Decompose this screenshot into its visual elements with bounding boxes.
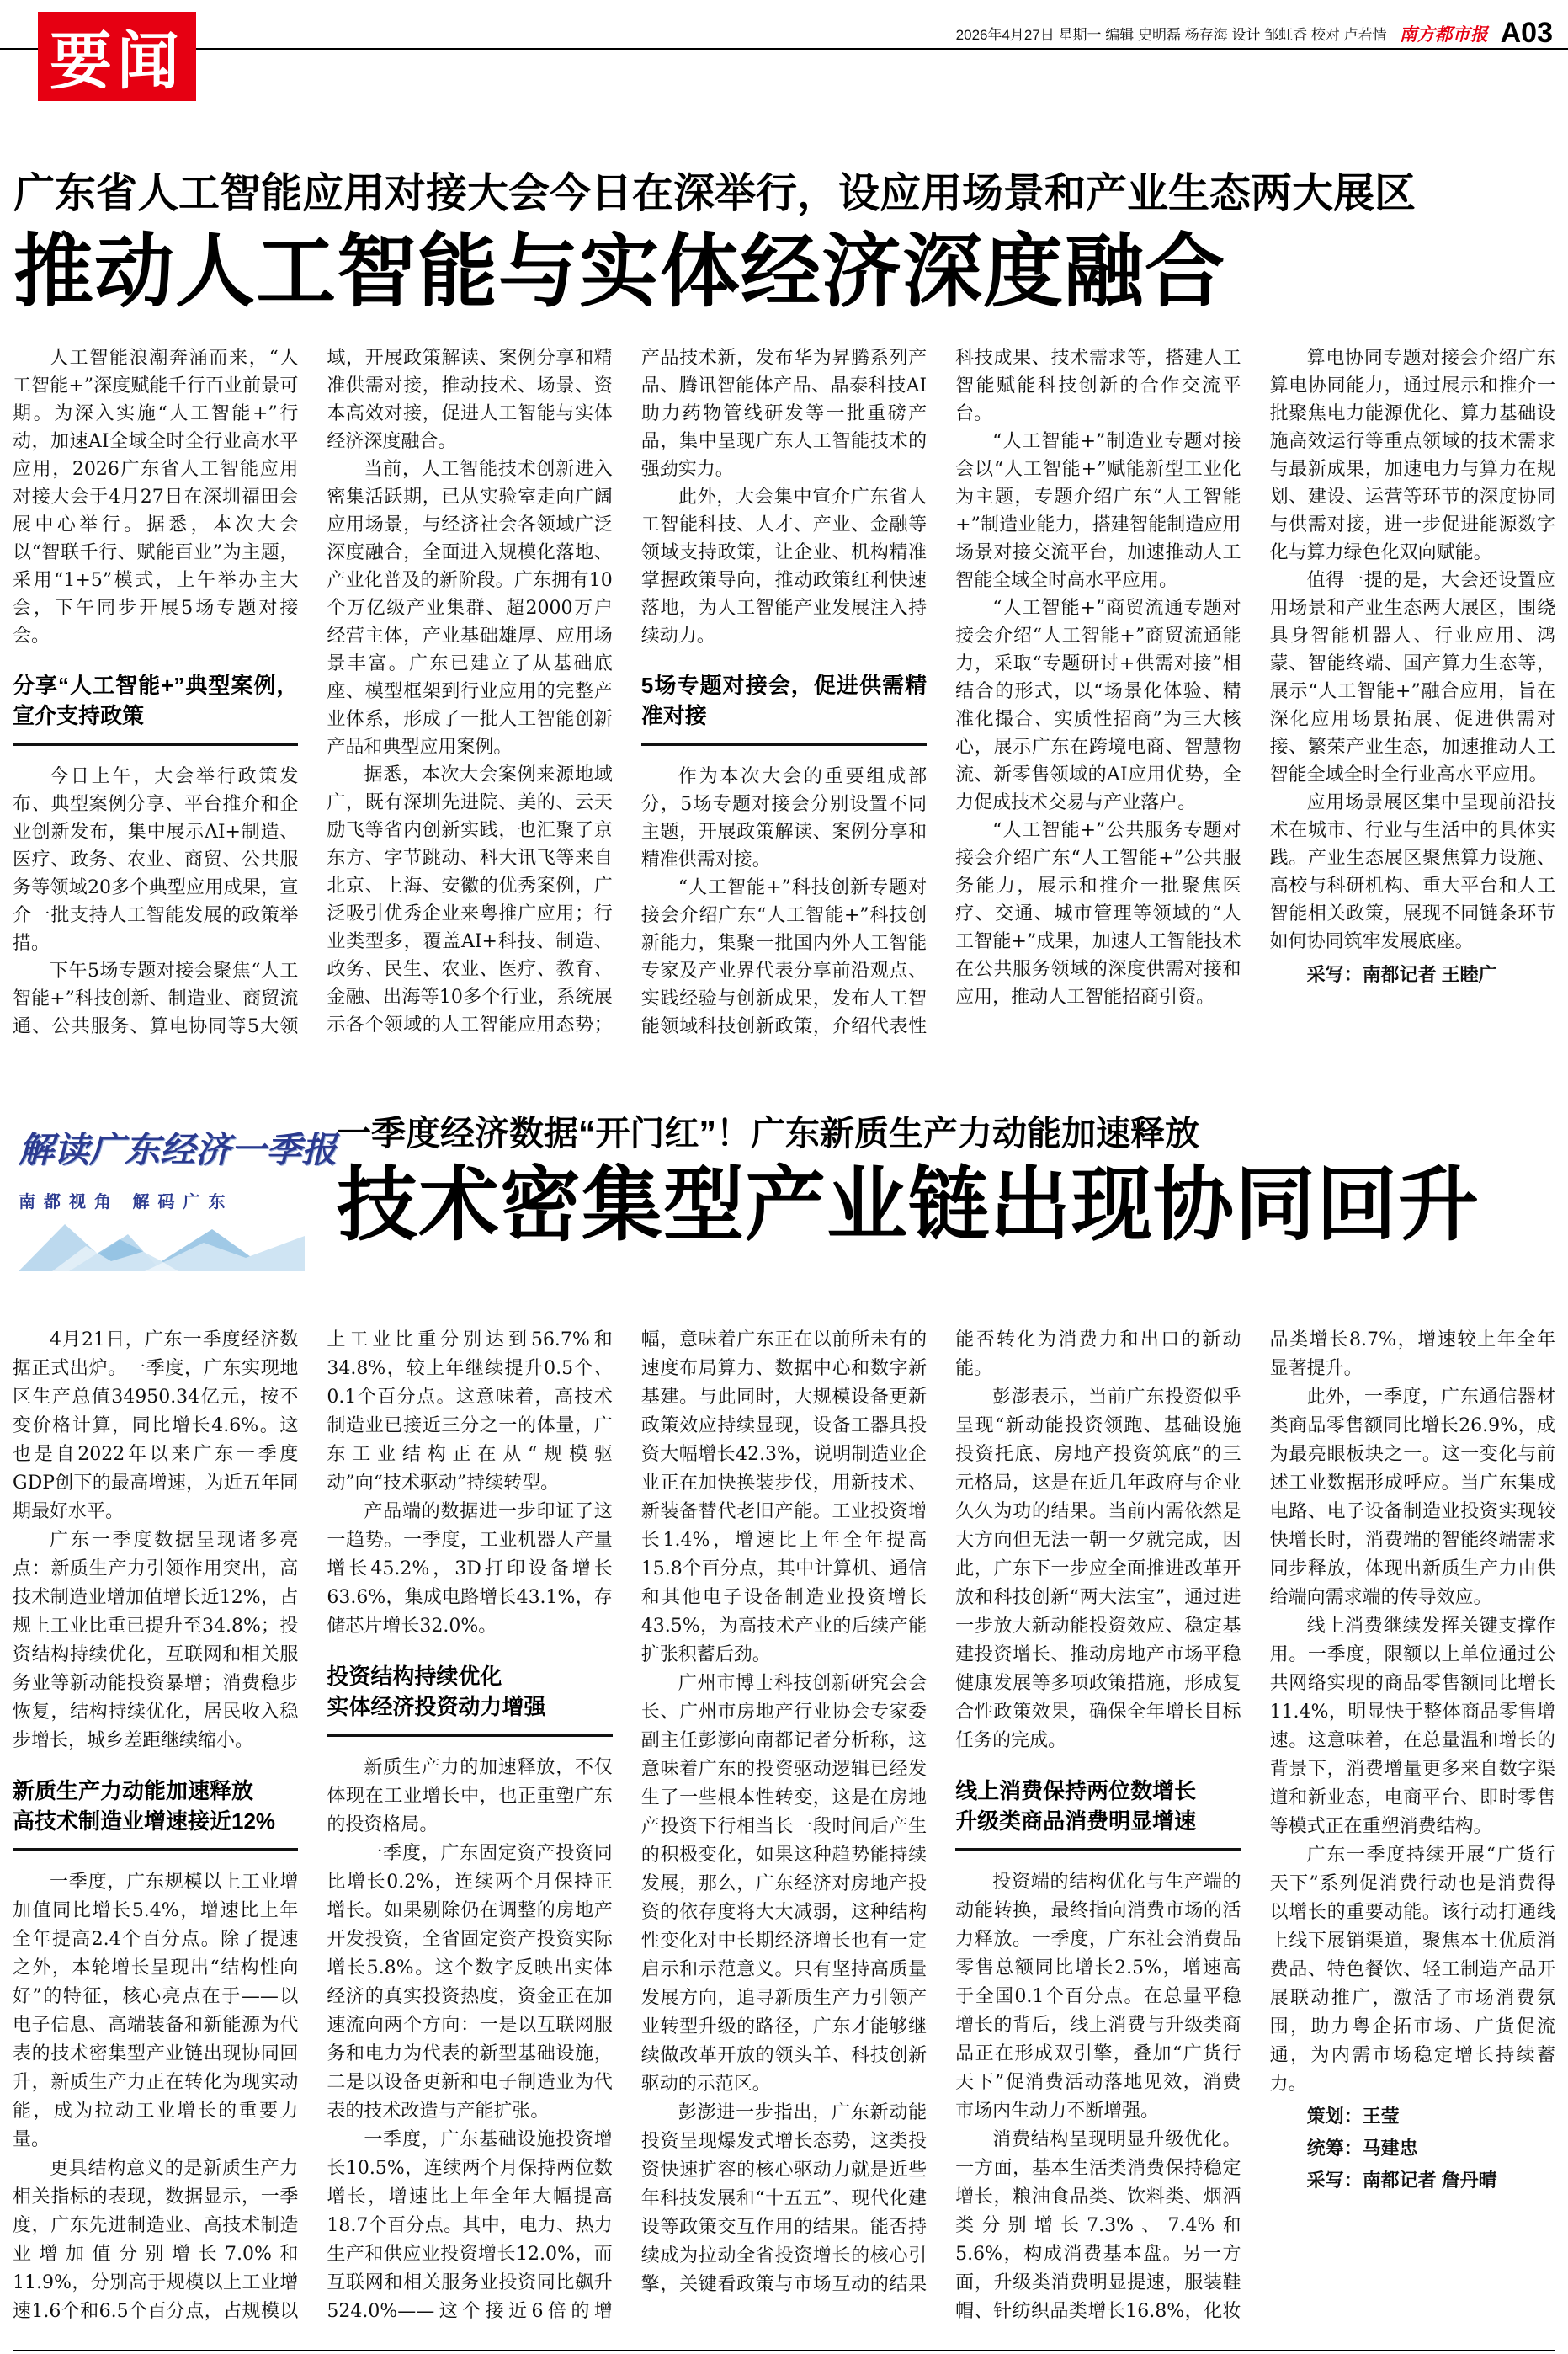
paragraph: 人工智能浪潮奔涌而来，“人工智能+”深度赋能千行百业前景可期。为深入实施“人工智能+”行动，加速AI全域全时全行业高水平应用，2026广东省人工智能应用对接大会于4月27日在深圳福田会展中心举行。据悉，本次大会以“智联千行、赋能百业”为主题，采用“1+5”模式，上午举办主大会，下午同步开展5场专题对接会。 [13, 347, 299, 647]
column-subhead: 分享“人工智能+”典型案例，宣介支持政策 [13, 670, 298, 746]
subhead-line: 投资结构持续优化 [327, 1663, 502, 1689]
paragraph: 产品端的数据进一步印证了这一趋势。一季度，工业机器人产量增长45.2%，3D打印设备增长63.6%，集成电路增长43.1%，存储芯片增长32.0%。 [327, 1500, 613, 1637]
paragraph: “人工智能+”商贸流通专题对接会介绍“人工智能+”商贸流通能力，采取“专题研讨+供需对接”相结合的形式，以“场景化体验、精准化撮合、实质性招商”为三大核心，展示广东在跨境电商、智慧物流、新零售领域的AI应用优势，全力促成技术交易与产业落户。 [955, 597, 1241, 813]
paragraph: 广东一季度数据呈现诸多亮点：新质生产力引领作用突出，高技术制造业增加值增长近12%，占规上工业比重已提升至34.8%；投资结构持续优化，互联网和相关服务业等新动能投资暴增；消费稳步恢复，结构持续优化，居民收入稳步增长，城乡差距继续缩小。 [13, 1529, 299, 1751]
subhead-line: 高技术制造业增速接近12% [13, 1808, 276, 1834]
paragraph: “人工智能+”制造业专题对接会以“人工智能+”赋能新型工业化为主题，专题介绍广东“人工智能+”制造业能力，搭建智能制造应用场景对接交流平台，加速推动人工智能全域全时高水平应用。 [955, 430, 1241, 591]
subhead-line: 新质生产力动能加速释放 [13, 1777, 254, 1803]
subhead-line: 实体经济投资动力增强 [327, 1693, 546, 1719]
paragraph: 广州市博士科技创新研究会会长、广州市房地产行业协会专家委副主任彭澎向南都记者分析称，这意味着广东的投资驱动逻辑已经发生了一些根本性转变，这是在房地产投资下行相当长一段时间后产生的积极变化，如果这种趋势能持续发展，那么，广东经济对房地产投资的依存度将大大减弱，这种结构性变化对中长期经济增长也有一定启示和示范意义。只有坚持高质量发展方向，追寻新质生产力引领产业转型升级的路径，广东才能够继续做改革开放的领头羊、科技创新驱动的示范区。 [640, 1672, 928, 2095]
article1-byline: 采写：南都记者 王睦广 [1306, 963, 1497, 985]
paragraph: 更具结构意义的是新质生产力相关指标的表现，数据显示，一季度，广东先进制造业、高技术制造业增加值分别增长7.0%和11.9%，分别高于规模以上工业增速1.6个和6.5个百分点，占规模以上工业比重分别达到56.7%和34.8%，较上年继续提升0.5个、0.1个百分点。这意味着，高技术制造业已接近三分之一的体量，广东工业结构正在从“规模驱动”向“技术驱动”持续转型。 [13, 1329, 613, 2322]
section-badge: 要闻 [38, 12, 196, 101]
paragraph: 消费结构呈现明显升级优化。一方面，基本生活类消费保持稳定增长，粮油食品类、饮料类、烟酒类分别增长7.3%、7.4%和5.6%，构成消费基本盘。另一方面，升级类消费明显提速，服装鞋帽、针纺织品类增长16.8%，化妆品类增长8.7%，增速较上年全年显著提升。 [955, 1329, 1555, 2322]
article2-titles [337, 1105, 1568, 1249]
paragraph: 此外，大会集中宣介广东省人工智能科技、人才、产业、金融等领域支持政策，让企业、机构精准掌握政策导向，推动政策红利快速落地，为人工智能产业发展注入持续动力。 [640, 486, 928, 647]
column-subhead [327, 1661, 612, 1737]
paragraph: 今日上午，大会举行政策发布、典型案例分享、平台推介和企业创新发布，集中展示AI+制造、医疗、政务、农业、商贸、公共服务等领域20多个典型应用成果，宣介一批支持人工智能发展的政策举措。 [13, 765, 299, 954]
credit-line: 统筹：马建忠 [1306, 2137, 1418, 2159]
paragraph: 彭澎进一步指出，广东新动能投资呈现爆发式增长态势，这类投资快速扩容的核心驱动力就是近些年科技发展和“十五五”、现代化建设等政策交互作用的结果。能否持续成为拉动全省投资增长的核心引擎，关键看政策与市场互动的结果能否转化为消费力和出口的新动能。 [640, 1329, 1241, 2295]
paragraph: 4月21日，广东一季度经济数据正式出炉。一季度，广东实现地区生产总值34950.34亿元，按不变价格计算，同比增长4.6%。这也是自2022年以来广东一季度GDP创下的最高增速，为近五年同期最好水平。 [13, 1329, 299, 1522]
paragraph: 此外，一季度，广东通信器材类商品零售额同比增长26.9%，成为最亮眼板块之一。这一变化与前述工业数据形成呼应。当广东集成电路、电子设备制造业投资实现较快增长时，消费端的智能终端需求同步释放，体现出新质生产力由供给端向需求端的传导效应。 [1269, 1386, 1555, 1608]
subhead-line: 升级类商品消费明显增速 [955, 1808, 1197, 1834]
paragraph: 一季度，广东基础设施投资增长10.5%，连续两个月保持两位数增长，增速比上年全年大幅提高18.7个百分点。其中，电力、热力生产和供应业投资增长12.0%，而互联网和相关服务业投资同比飙升524.0%——这个接近6倍的增幅，意味着广东正在以前所未有的速度布局算力、数据中心和数字新基建。与此同时，大规模设备更新政策效应持续显现，设备工器具投资大幅增长42.3%，说明制造业企业正在加快换装步伐，用新技术、新装备替代老旧产能。工业投资增长1.4%，增速比上年全年提高15.8个百分点，其中计算机、通信和其他电子设备制造业投资增长43.5%，为高技术产业的后续产能扩张积蓄后劲。 [327, 1329, 928, 2322]
paragraph: 应用场景展区集中呈现前沿技术在城市、行业与生活中的具体实践。产业生态展区聚焦算力设施、高校与科研机构、重大平台和人工智能相关政策，展现不同链条环节如何协同筑牢发展底座。 [1269, 791, 1555, 952]
paragraph: 下午5场专题对接会聚焦“人工智能+”科技创新、制造业、商贸流通、公共服务、算电协同等5大领域，开展政策解读、案例分享和精准供需对接，推动技术、场景、资本高效对接，促进人工智能与实体经济深度融合。 [13, 347, 613, 1037]
paragraph: 当前，人工智能技术创新进入密集活跃期，已从实验室走向广阔应用场景，与经济社会各领域广泛深度融合，全面进入规模化落地、产业化普及的新阶段。广东拥有10个万亿级产业集群、超2000万户经营主体，产业基础雄厚、应用场景丰富。广东已建立了从基础底座、模型框架到行业应用的完整产业体系，形成了一批人工智能创新产品和典型应用案例。 [327, 458, 613, 758]
column-subhead [13, 1776, 298, 1851]
date-line: 2026年4月27日 星期一 编辑 史明磊 杨存海 设计 邹虹香 校对 卢若情 [955, 27, 1387, 43]
paragraph: “人工智能+”公共服务专题对接会介绍广东“人工智能+”公共服务能力，展示和推介一批聚焦医疗、交通、城市管理等领域的“人工智能+”成果，加速人工智能技术在公共服务领域的深度供需对接和应用，推动人工智能招商引资。 [955, 819, 1241, 1008]
credit-line: 采写：南都记者 詹丹晴 [1306, 2169, 1497, 2191]
page-number: A03 [1500, 17, 1553, 49]
page-header [0, 0, 1568, 126]
paragraph: 广东一季度持续开展“广货行天下”系列促消费行动也是消费得以增长的重要动能。该行动打通线上线下展销渠道，聚焦本土优质消费品、特色餐饮、轻工制造产品开展联动推广，激活了市场消费氛围，助力粤企拓市场、广货促流通，为内需市场稳定增长持续蓄力。 [1269, 1844, 1555, 2095]
mountain-wave-graphic [19, 1217, 305, 1271]
paragraph: 一季度，广东固定资产投资同比增长0.2%，连续两个月保持正增长。如果剔除仍在调整的房地产开发投资，全省固定资产投资实际增长5.8%。这个数字反映出实体经济的真实投资热度，资金正在加速流向两个方向：一是以互联网服务和电力为代表的新型基础设施，二是以设备更新和电子制造业为代表的技术改造与产能扩张。 [327, 1842, 613, 2122]
column-subhead [955, 1776, 1241, 1851]
paragraph: 新质生产力的加速释放，不仅体现在工业增长中，也正重塑广东的投资格局。 [327, 1756, 613, 1835]
column-subhead: 5场专题对接会，促进供需精准对接 [641, 670, 927, 746]
article2-header [0, 1105, 1568, 1297]
paragraph: “人工智能+”科技创新专题对接会介绍广东“人工智能+”科技创新能力，集聚一批国内外人工智能专家及产业界代表分享前沿观点、实践经验与创新成果，发布人工智能领域科技创新政策，介绍代表性科技成果、技术需求等，搭建人工智能赋能科技创新的合作交流平台。 [640, 347, 1241, 1037]
article2-logo [19, 1122, 338, 1271]
paragraph: 作为本次大会的重要组成部分，5场专题对接会分别设置不同主题，开展政策解读、案例分享和精准供需对接。 [640, 765, 928, 871]
article2-logo-title: 解读广东经济一季报 [19, 1129, 338, 1169]
page-bottom-divider [13, 2350, 1555, 2351]
paragraph: 一季度，广东规模以上工业增加值同比增长5.4%，增速比上年全年提高2.4个百分点。除了提速之外，本轮增长呈现出“结构性向好”的特征，核心亮点在于——以电子信息、高端装备和新能源为代表的技术密集型产业链出现协同回升，新质生产力正在转化为现实动能，成为拉动工业增长的重要力量。 [13, 1871, 299, 2150]
article1-kicker: 广东省人工智能应用对接大会今日在深举行，设应用场景和产业生态两大展区 [13, 171, 1417, 216]
article2-headline: 技术密集型产业链出现协同回升 [337, 1159, 1480, 1250]
credit-line: 策划：王莹 [1306, 2105, 1400, 2127]
article2-logo-subtitle: 南都视角 解码广东 [19, 1192, 234, 1212]
article2-kicker: 一季度经济数据“开门红”！广东新质生产力动能加速释放 [337, 1113, 1199, 1153]
paragraph: 据悉，本次大会案例来源地域广，既有深圳先进院、美的、云天励飞等省内创新实践，也汇聚了京东方、字节跳动、科大讯飞等来自北京、上海、安徽的优秀案例，广泛吸引优秀企业来粤推广应用；行业类型多，覆盖AI+科技、制造、政务、民生、农业、医疗、教育、金融、出海等10多个行业，系统展示各个领域的人工智能应用态势；产品技术新，发布华为昇腾系列产品、腾讯智能体产品、晶泰科技AI助力药物管线研发等一批重磅产品，集中呈现广东人工智能技术的强劲实力。 [327, 347, 928, 1036]
masthead-logo: 南方都市报 [1399, 24, 1488, 45]
paragraph: 彭澎表示，当前广东投资似乎呈现“新动能投资领跑、基础设施投资托底、房地产投资筑底”的三元格局，这是在近几年政府与企业久久为功的结果。当前内需依然是大方向但无法一朝一夕就完成，因此，广东下一步应全面推进改革开放和科技创新“两大法宝”，通过进一步放大新动能投资效应、稳定基建投资增长、推动房地产市场平稳健康发展等多项政策措施，形成复合性政策效果，确保全年增长目标任务的完成。 [955, 1386, 1241, 1751]
subhead-line: 线上消费保持两位数增长 [955, 1777, 1197, 1803]
article1-body [13, 344, 1555, 1058]
paragraph: 算电协同专题对接会介绍广东算电协同能力，通过展示和推介一批聚焦电力能源优化、算力基础设施高效运行等重点领域的技术需求与最新成果，加速电力与算力在规划、建设、运营等环节的深度协同与供需对接，进一步促进能源数字化与算力绿色化双向赋能。 [1269, 347, 1555, 563]
paragraph: 线上消费继续发挥关键支撑作用。一季度，限额以上单位通过公共网络实现的商品零售额同比增长11.4%，明显快于整体商品零售增速。这意味着，在总量温和增长的背景下，消费增量更多来自数字渠道和新业态，电商平台、即时零售等模式正在重塑消费结构。 [1269, 1615, 1555, 1837]
paragraph: 投资端的结构优化与生产端的动能转换，最终指向消费市场的活力释放。一季度，广东社会消费品零售总额同比增长2.5%，增速高于全国0.1个百分点。在总量平稳增长的背后，线上消费与升级类商品正在形成双引擎，叠加“广货行天下”促消费活动落地见效，消费市场内生动力不断增强。 [955, 1871, 1241, 2122]
article1-headline: 推动人工智能与实体经济深度融合 [13, 227, 1226, 317]
header-meta [956, 17, 1553, 50]
paragraph: 值得一提的是，大会还设置应用场景和产业生态两大展区，围绕具身智能机器人、行业应用、鸿蒙、智能终端、国产算力生态等，展示“人工智能+”融合应用，旨在深化应用场景拓展、促进供需对接、繁荣产业生态，加速推动人工智能全域全时全行业高水平应用。 [1269, 569, 1555, 786]
article2-body [13, 1326, 1555, 2328]
